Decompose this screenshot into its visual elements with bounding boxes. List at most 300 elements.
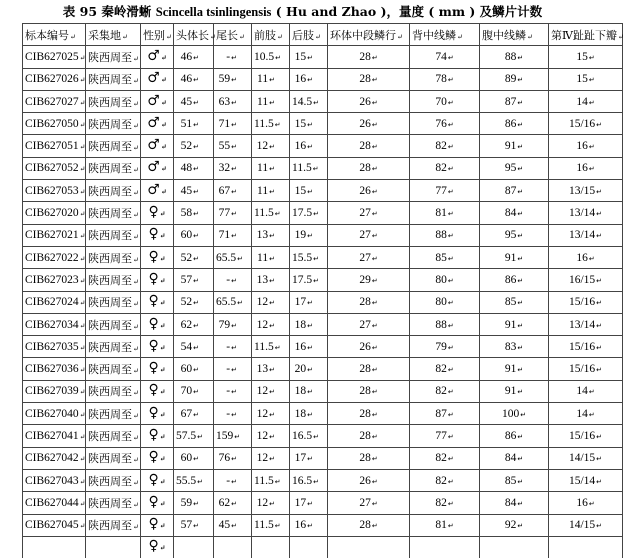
cell-hindlimb bbox=[290, 536, 328, 558]
cell-end-mark: ↵ bbox=[588, 98, 595, 107]
cell-sex: ♂↵ bbox=[141, 180, 174, 202]
cell-end-mark: ↵ bbox=[193, 187, 199, 196]
cell-forelimb: 11.5↵ bbox=[252, 202, 290, 224]
specimen-table bbox=[22, 23, 623, 558]
cell-ventral-scales: 89↵ bbox=[480, 68, 549, 90]
table-row bbox=[23, 246, 623, 268]
cell-end-mark: ↵ bbox=[517, 232, 524, 241]
cell-snout-vent-length: 55.5↵ bbox=[174, 469, 214, 491]
cell-snout-vent-length: 45↵ bbox=[174, 180, 214, 202]
cell-tail-length: -↵ bbox=[214, 469, 252, 491]
cell-locality: 陕西周至↵ bbox=[86, 336, 141, 358]
cell-end-mark: ↵ bbox=[231, 388, 237, 397]
cell-end-mark: ↵ bbox=[79, 120, 86, 129]
cell-end-mark: ↵ bbox=[447, 522, 454, 531]
cell-end-mark: ↵ bbox=[231, 321, 237, 330]
cell-end-mark: ↵ bbox=[313, 254, 319, 263]
cell-end-mark: ↵ bbox=[269, 366, 275, 375]
cell-end-mark: ↵ bbox=[371, 432, 378, 441]
cell-snout-vent-length: 52↵ bbox=[174, 135, 214, 157]
cell-end-mark: ↵ bbox=[588, 53, 595, 62]
cell-snout-vent-length: 54↵ bbox=[174, 336, 214, 358]
cell-specimen-id: CIB627022↵ bbox=[23, 246, 86, 268]
cell-forelimb: 12↵ bbox=[252, 425, 290, 447]
table-row bbox=[23, 403, 623, 425]
cell-end-mark: ↵ bbox=[307, 522, 313, 531]
table-row bbox=[23, 425, 623, 447]
cell-midbody-scale-rows: 27↵ bbox=[328, 492, 410, 514]
cell-forelimb: 12↵ bbox=[252, 313, 290, 335]
cell-end-mark: ↵ bbox=[517, 499, 524, 508]
table-title bbox=[0, 2, 605, 22]
cell-sex: ♀↵ bbox=[141, 269, 174, 291]
cell-end-mark: ↵ bbox=[588, 410, 595, 419]
cell-specimen-id: CIB627044↵ bbox=[23, 492, 86, 514]
cell-tail-length: 159↵ bbox=[214, 425, 252, 447]
cell-end-mark: ↵ bbox=[193, 299, 199, 308]
cell-end-mark: ↵ bbox=[371, 232, 378, 241]
cell-end-mark: ↵ bbox=[618, 32, 624, 41]
table-row bbox=[23, 224, 623, 246]
cell-dorsal-scales: 82↵ bbox=[410, 469, 480, 491]
cell-end-mark: ↵ bbox=[371, 76, 378, 85]
cell-tail-length: -↵ bbox=[214, 358, 252, 380]
cell-tail-length: 65.5↵ bbox=[214, 291, 252, 313]
table-row bbox=[23, 46, 623, 68]
cell-ventral-scales: 91↵ bbox=[480, 358, 549, 380]
cell-end-mark: ↵ bbox=[231, 53, 237, 62]
cell-end-mark: ↵ bbox=[79, 388, 86, 397]
cell-end-mark: ↵ bbox=[269, 321, 275, 330]
cell-end-mark: ↵ bbox=[371, 522, 378, 531]
cell-end-mark: ↵ bbox=[79, 76, 86, 85]
cell-end-mark: ↵ bbox=[307, 232, 313, 241]
cell-end-mark: ↵ bbox=[447, 477, 454, 486]
cell-end-mark: ↵ bbox=[159, 543, 166, 553]
header-specimen-id: 标本编号↵ bbox=[23, 24, 86, 46]
cell-end-mark: ↵ bbox=[79, 499, 86, 508]
cell-end-mark: ↵ bbox=[79, 522, 86, 531]
cell-locality bbox=[86, 536, 141, 558]
cell-end-mark: ↵ bbox=[160, 97, 167, 107]
cell-end-mark: ↵ bbox=[159, 454, 166, 464]
cell-end-mark: ↵ bbox=[588, 388, 595, 397]
cell-specimen-id: CIB627053↵ bbox=[23, 180, 86, 202]
cell-end-mark: ↵ bbox=[79, 210, 86, 219]
cell-end-mark: ↵ bbox=[79, 477, 86, 486]
cell-end-mark: ↵ bbox=[193, 366, 199, 375]
cell-midbody-scale-rows: 26↵ bbox=[328, 336, 410, 358]
cell-end-mark: ↵ bbox=[447, 53, 454, 62]
header-locality: 采集地↵ bbox=[86, 24, 141, 46]
cell-locality: 陕西周至↵ bbox=[86, 514, 141, 536]
cell-locality: 陕西周至↵ bbox=[86, 447, 141, 469]
cell-end-mark: ↵ bbox=[133, 277, 139, 286]
cell-end-mark: ↵ bbox=[193, 522, 199, 531]
cell-end-mark: ↵ bbox=[447, 98, 454, 107]
cell-ventral-scales: 84↵ bbox=[480, 202, 549, 224]
cell-snout-vent-length: 52↵ bbox=[174, 291, 214, 313]
cell-end-mark: ↵ bbox=[596, 232, 603, 241]
cell-toe-lamellae: 16↵ bbox=[549, 246, 623, 268]
cell-end-mark: ↵ bbox=[520, 410, 527, 419]
cell-end-mark: ↵ bbox=[269, 165, 275, 174]
cell-end-mark: ↵ bbox=[231, 366, 237, 375]
cell-end-mark: ↵ bbox=[193, 53, 199, 62]
cell-end-mark: ↵ bbox=[133, 389, 139, 398]
cell-ventral-scales: 92↵ bbox=[480, 514, 549, 536]
cell-hindlimb: 15↵ bbox=[290, 113, 328, 135]
cell-end-mark: ↵ bbox=[231, 455, 237, 464]
cell-ventral-scales: 91↵ bbox=[480, 135, 549, 157]
cell-end-mark: ↵ bbox=[596, 432, 603, 441]
cell-end-mark: ↵ bbox=[159, 275, 166, 285]
cell-tail-length: -↵ bbox=[214, 380, 252, 402]
cell-end-mark: ↵ bbox=[596, 477, 603, 486]
cell-forelimb: 11.5↵ bbox=[252, 514, 290, 536]
cell-specimen-id: CIB627023↵ bbox=[23, 269, 86, 291]
cell-dorsal-scales: 79↵ bbox=[410, 336, 480, 358]
cell-hindlimb: 18↵ bbox=[290, 403, 328, 425]
cell-end-mark: ↵ bbox=[166, 32, 172, 41]
cell-end-mark: ↵ bbox=[234, 432, 241, 441]
cell-end-mark: ↵ bbox=[517, 276, 524, 285]
cell-specimen-id: CIB627043↵ bbox=[23, 469, 86, 491]
cell-end-mark: ↵ bbox=[133, 322, 139, 331]
cell-end-mark: ↵ bbox=[269, 432, 275, 441]
cell-forelimb: 12↵ bbox=[252, 492, 290, 514]
cell-specimen-id: CIB627035↵ bbox=[23, 336, 86, 358]
cell-toe-lamellae: 14/15↵ bbox=[549, 447, 623, 469]
cell-end-mark: ↵ bbox=[447, 187, 454, 196]
cell-end-mark: ↵ bbox=[269, 455, 275, 464]
cell-midbody-scale-rows: 26↵ bbox=[328, 90, 410, 112]
cell-dorsal-scales: 88↵ bbox=[410, 313, 480, 335]
cell-sex: ♀↵ bbox=[141, 425, 174, 447]
cell-ventral-scales: 91↵ bbox=[480, 246, 549, 268]
cell-end-mark: ↵ bbox=[517, 321, 524, 330]
cell-end-mark: ↵ bbox=[397, 32, 403, 41]
cell-end-mark: ↵ bbox=[447, 165, 454, 174]
cell-tail-length bbox=[214, 536, 252, 558]
cell-end-mark: ↵ bbox=[231, 343, 237, 352]
cell-specimen-id bbox=[23, 536, 86, 558]
cell-end-mark: ↵ bbox=[159, 409, 166, 419]
table-body bbox=[23, 46, 623, 558]
cell-sex: ♀↵ bbox=[141, 291, 174, 313]
cell-end-mark: ↵ bbox=[517, 343, 524, 352]
header-row bbox=[23, 24, 623, 46]
cell-dorsal-scales: 82↵ bbox=[410, 157, 480, 179]
cell-sex: ♀↵ bbox=[141, 358, 174, 380]
cell-dorsal-scales: 70↵ bbox=[410, 90, 480, 112]
cell-end-mark: ↵ bbox=[447, 499, 454, 508]
cell-end-mark: ↵ bbox=[371, 53, 378, 62]
cell-toe-lamellae: 15↵ bbox=[549, 68, 623, 90]
cell-tail-length: -↵ bbox=[214, 46, 252, 68]
cell-end-mark: ↵ bbox=[133, 121, 139, 130]
cell-forelimb: 12↵ bbox=[252, 447, 290, 469]
cell-toe-lamellae: 13/14↵ bbox=[549, 202, 623, 224]
cell-end-mark: ↵ bbox=[596, 299, 603, 308]
table-row bbox=[23, 469, 623, 491]
cell-tail-length: 76↵ bbox=[214, 447, 252, 469]
cell-end-mark: ↵ bbox=[371, 98, 378, 107]
cell-end-mark: ↵ bbox=[371, 410, 378, 419]
cell-end-mark: ↵ bbox=[133, 478, 139, 487]
cell-end-mark: ↵ bbox=[588, 76, 595, 85]
cell-dorsal-scales: 76↵ bbox=[410, 113, 480, 135]
cell-sex: ♂↵ bbox=[141, 157, 174, 179]
cell-forelimb: 13↵ bbox=[252, 358, 290, 380]
cell-sex: ♀↵ bbox=[141, 514, 174, 536]
cell-end-mark: ↵ bbox=[596, 455, 603, 464]
cell-end-mark: ↵ bbox=[133, 344, 139, 353]
header-ventral-scales: 腹中线鳞↵ bbox=[480, 24, 549, 46]
title-scientific-name: Scincella tsinlingensis bbox=[155, 5, 272, 19]
cell-forelimb: 12↵ bbox=[252, 135, 290, 157]
cell-end-mark: ↵ bbox=[231, 187, 237, 196]
cell-specimen-id: CIB627036↵ bbox=[23, 358, 86, 380]
cell-snout-vent-length: 60↵ bbox=[174, 447, 214, 469]
cell-snout-vent-length: 52↵ bbox=[174, 246, 214, 268]
cell-end-mark: ↵ bbox=[269, 499, 275, 508]
cell-forelimb: 11↵ bbox=[252, 68, 290, 90]
cell-hindlimb: 16↵ bbox=[290, 336, 328, 358]
cell-dorsal-scales: 87↵ bbox=[410, 403, 480, 425]
cell-ventral-scales: 88↵ bbox=[480, 46, 549, 68]
cell-dorsal-scales: 85↵ bbox=[410, 246, 480, 268]
cell-dorsal-scales: 82↵ bbox=[410, 447, 480, 469]
cell-end-mark: ↵ bbox=[371, 165, 378, 174]
cell-toe-lamellae: 13/14↵ bbox=[549, 313, 623, 335]
cell-dorsal-scales: 77↵ bbox=[410, 180, 480, 202]
cell-toe-lamellae: 15/16↵ bbox=[549, 336, 623, 358]
cell-end-mark: ↵ bbox=[159, 431, 166, 441]
cell-tail-length: 63↵ bbox=[214, 90, 252, 112]
cell-end-mark: ↵ bbox=[193, 321, 199, 330]
cell-snout-vent-length bbox=[174, 536, 214, 558]
cell-end-mark: ↵ bbox=[596, 366, 603, 375]
cell-end-mark: ↵ bbox=[517, 98, 524, 107]
cell-toe-lamellae: 15/16↵ bbox=[549, 425, 623, 447]
cell-end-mark: ↵ bbox=[133, 255, 139, 264]
cell-end-mark: ↵ bbox=[596, 187, 603, 196]
cell-forelimb: 13↵ bbox=[252, 224, 290, 246]
cell-end-mark: ↵ bbox=[160, 119, 167, 129]
cell-end-mark: ↵ bbox=[517, 254, 524, 263]
cell-hindlimb: 16.5↵ bbox=[290, 469, 328, 491]
cell-end-mark: ↵ bbox=[447, 410, 454, 419]
table-row bbox=[23, 358, 623, 380]
cell-specimen-id: CIB627024↵ bbox=[23, 291, 86, 313]
cell-end-mark: ↵ bbox=[159, 253, 166, 263]
cell-tail-length: 45↵ bbox=[214, 514, 252, 536]
cell-locality: 陕西周至↵ bbox=[86, 46, 141, 68]
cell-end-mark: ↵ bbox=[307, 321, 313, 330]
cell-end-mark: ↵ bbox=[231, 165, 237, 174]
cell-end-mark: ↵ bbox=[193, 455, 199, 464]
cell-end-mark: ↵ bbox=[371, 477, 378, 486]
cell-end-mark: ↵ bbox=[371, 455, 378, 464]
table-row bbox=[23, 135, 623, 157]
cell-tail-length: 79↵ bbox=[214, 313, 252, 335]
cell-midbody-scale-rows: 28↵ bbox=[328, 291, 410, 313]
table-row bbox=[23, 336, 623, 358]
table-row bbox=[23, 113, 623, 135]
cell-end-mark: ↵ bbox=[371, 499, 378, 508]
cell-end-mark: ↵ bbox=[79, 232, 86, 241]
cell-end-mark: ↵ bbox=[307, 187, 313, 196]
cell-ventral-scales: 87↵ bbox=[480, 90, 549, 112]
cell-toe-lamellae: 13/15↵ bbox=[549, 180, 623, 202]
cell-hindlimb: 15.5↵ bbox=[290, 246, 328, 268]
cell-end-mark: ↵ bbox=[122, 32, 128, 41]
cell-snout-vent-length: 51↵ bbox=[174, 113, 214, 135]
header-snout-vent-length: 头体长↵ bbox=[174, 24, 214, 46]
cell-end-mark: ↵ bbox=[79, 366, 86, 375]
cell-end-mark: ↵ bbox=[239, 32, 245, 41]
header-tail-length: 尾长↵ bbox=[214, 24, 252, 46]
cell-sex: ♀↵ bbox=[141, 380, 174, 402]
cell-locality: 陕西周至↵ bbox=[86, 291, 141, 313]
cell-end-mark: ↵ bbox=[447, 321, 454, 330]
cell-end-mark: ↵ bbox=[193, 254, 199, 263]
cell-dorsal-scales bbox=[410, 536, 480, 558]
cell-locality: 陕西周至↵ bbox=[86, 157, 141, 179]
table-row bbox=[23, 68, 623, 90]
cell-end-mark: ↵ bbox=[133, 166, 139, 175]
cell-hindlimb: 17.5↵ bbox=[290, 269, 328, 291]
cell-toe-lamellae: 16↵ bbox=[549, 492, 623, 514]
cell-forelimb: 11↵ bbox=[252, 90, 290, 112]
cell-end-mark: ↵ bbox=[307, 53, 313, 62]
cell-snout-vent-length: 59↵ bbox=[174, 492, 214, 514]
cell-end-mark: ↵ bbox=[231, 76, 237, 85]
cell-snout-vent-length: 48↵ bbox=[174, 157, 214, 179]
cell-end-mark: ↵ bbox=[269, 76, 275, 85]
cell-hindlimb: 17↵ bbox=[290, 447, 328, 469]
cell-hindlimb: 11.5↵ bbox=[290, 157, 328, 179]
cell-end-mark: ↵ bbox=[274, 210, 281, 219]
cell-midbody-scale-rows: 28↵ bbox=[328, 380, 410, 402]
cell-sex: ♀↵ bbox=[141, 224, 174, 246]
cell-locality: 陕西周至↵ bbox=[86, 224, 141, 246]
cell-tail-length: -↵ bbox=[214, 403, 252, 425]
cell-end-mark: ↵ bbox=[231, 98, 237, 107]
cell-end-mark: ↵ bbox=[70, 32, 76, 41]
cell-hindlimb: 20↵ bbox=[290, 358, 328, 380]
cell-end-mark: ↵ bbox=[133, 456, 139, 465]
cell-midbody-scale-rows: 28↵ bbox=[328, 46, 410, 68]
cell-tail-length: 67↵ bbox=[214, 180, 252, 202]
cell-specimen-id: CIB627040↵ bbox=[23, 403, 86, 425]
cell-dorsal-scales: 81↵ bbox=[410, 202, 480, 224]
cell-end-mark: ↵ bbox=[269, 232, 275, 241]
cell-end-mark: ↵ bbox=[159, 498, 166, 508]
cell-specimen-id: CIB627050↵ bbox=[23, 113, 86, 135]
cell-end-mark: ↵ bbox=[133, 500, 139, 509]
cell-hindlimb: 16↵ bbox=[290, 514, 328, 536]
cell-end-mark: ↵ bbox=[79, 254, 86, 263]
cell-midbody-scale-rows: 28↵ bbox=[328, 358, 410, 380]
cell-midbody-scale-rows: 27↵ bbox=[328, 313, 410, 335]
cell-end-mark: ↵ bbox=[193, 98, 199, 107]
cell-end-mark: ↵ bbox=[133, 211, 139, 220]
cell-midbody-scale-rows: 27↵ bbox=[328, 246, 410, 268]
cell-ventral-scales: 85↵ bbox=[480, 291, 549, 313]
cell-end-mark: ↵ bbox=[133, 300, 139, 309]
cell-end-mark: ↵ bbox=[79, 432, 86, 441]
cell-end-mark: ↵ bbox=[274, 120, 281, 129]
cell-end-mark: ↵ bbox=[160, 75, 167, 85]
cell-end-mark: ↵ bbox=[193, 499, 199, 508]
cell-midbody-scale-rows: 28↵ bbox=[328, 403, 410, 425]
table-row bbox=[23, 202, 623, 224]
cell-snout-vent-length: 57.5↵ bbox=[174, 425, 214, 447]
cell-end-mark: ↵ bbox=[307, 343, 313, 352]
cell-end-mark: ↵ bbox=[447, 143, 454, 152]
cell-end-mark: ↵ bbox=[269, 187, 275, 196]
cell-end-mark: ↵ bbox=[159, 365, 166, 375]
cell-forelimb: 11↵ bbox=[252, 180, 290, 202]
cell-end-mark: ↵ bbox=[307, 410, 313, 419]
cell-hindlimb: 19↵ bbox=[290, 224, 328, 246]
cell-locality: 陕西周至↵ bbox=[86, 68, 141, 90]
cell-specimen-id: CIB627045↵ bbox=[23, 514, 86, 536]
cell-toe-lamellae: 13/14↵ bbox=[549, 224, 623, 246]
cell-end-mark: ↵ bbox=[371, 187, 378, 196]
cell-forelimb: 11.5↵ bbox=[252, 113, 290, 135]
header-toe-lamellae: 第Ⅳ趾趾下瓣↵ bbox=[549, 24, 623, 46]
cell-end-mark: ↵ bbox=[269, 299, 275, 308]
cell-end-mark: ↵ bbox=[517, 432, 524, 441]
cell-dorsal-scales: 81↵ bbox=[410, 514, 480, 536]
cell-dorsal-scales: 80↵ bbox=[410, 291, 480, 313]
cell-snout-vent-length: 45↵ bbox=[174, 90, 214, 112]
cell-tail-length: 77↵ bbox=[214, 202, 252, 224]
cell-end-mark: ↵ bbox=[313, 276, 319, 285]
cell-end-mark: ↵ bbox=[371, 343, 378, 352]
cell-locality: 陕西周至↵ bbox=[86, 492, 141, 514]
cell-forelimb: 10.5↵ bbox=[252, 46, 290, 68]
cell-end-mark: ↵ bbox=[307, 388, 313, 397]
cell-locality: 陕西周至↵ bbox=[86, 403, 141, 425]
cell-end-mark: ↵ bbox=[596, 120, 603, 129]
cell-tail-length: -↵ bbox=[214, 336, 252, 358]
cell-sex: ♂↵ bbox=[141, 90, 174, 112]
cell-dorsal-scales: 82↵ bbox=[410, 492, 480, 514]
cell-snout-vent-length: 60↵ bbox=[174, 224, 214, 246]
cell-end-mark: ↵ bbox=[269, 388, 275, 397]
cell-end-mark: ↵ bbox=[133, 367, 139, 376]
cell-tail-length: 32↵ bbox=[214, 157, 252, 179]
cell-end-mark: ↵ bbox=[517, 455, 524, 464]
cell-forelimb: 12↵ bbox=[252, 380, 290, 402]
cell-sex: ♂↵ bbox=[141, 135, 174, 157]
cell-dorsal-scales: 82↵ bbox=[410, 380, 480, 402]
cell-snout-vent-length: 46↵ bbox=[174, 68, 214, 90]
cell-end-mark: ↵ bbox=[159, 209, 166, 219]
cell-snout-vent-length: 60↵ bbox=[174, 358, 214, 380]
cell-forelimb: 11↵ bbox=[252, 157, 290, 179]
cell-end-mark: ↵ bbox=[447, 366, 454, 375]
cell-end-mark: ↵ bbox=[79, 53, 86, 62]
cell-end-mark: ↵ bbox=[231, 232, 237, 241]
cell-end-mark: ↵ bbox=[517, 210, 524, 219]
cell-end-mark: ↵ bbox=[307, 120, 313, 129]
table-row bbox=[23, 447, 623, 469]
